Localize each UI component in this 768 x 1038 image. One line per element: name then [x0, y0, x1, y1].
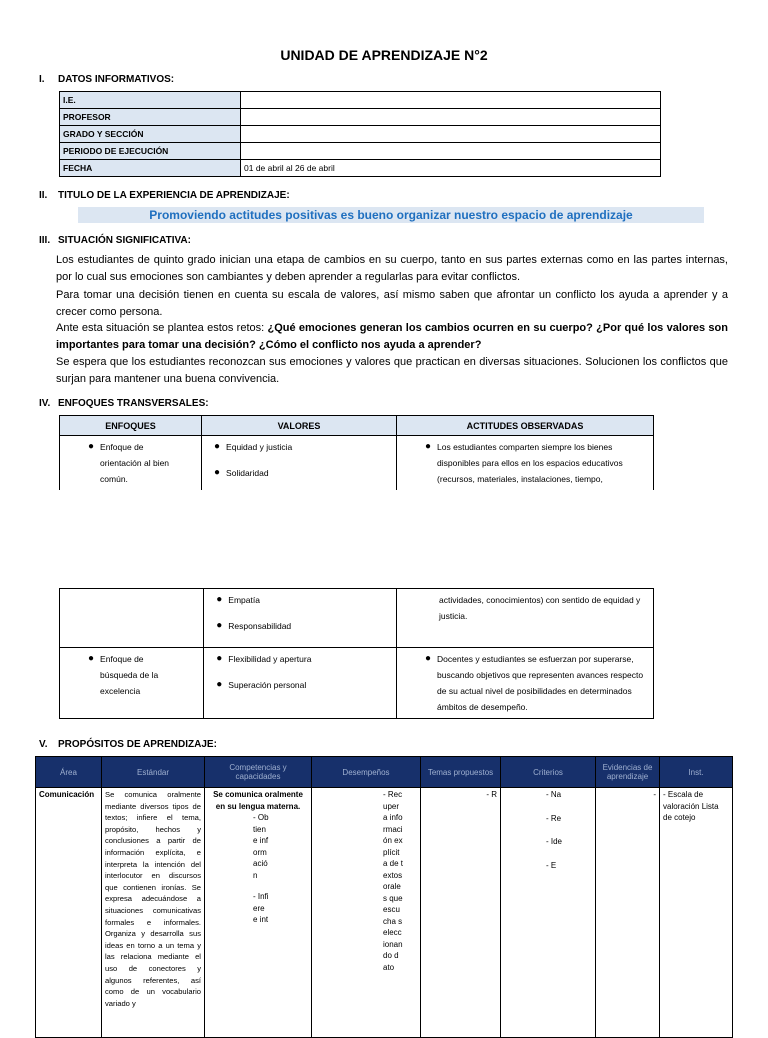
bullet-icon: ● — [214, 441, 221, 452]
situation-intro: Ante esta situación se plantea estos retos: — [56, 322, 268, 334]
section-number: I. — [39, 74, 45, 85]
bullet-icon: ● — [425, 653, 432, 664]
table-row — [60, 143, 661, 160]
criterio-text: - E — [546, 860, 557, 870]
enfoque-cell — [60, 648, 204, 719]
desempeno-cell — [312, 788, 421, 1038]
section-number: IV. — [39, 398, 51, 409]
inst-cell: - Escala de valoración Lista de cotejo — [660, 788, 733, 1038]
section-enfoques — [39, 398, 209, 409]
info-label: I.E. — [60, 92, 241, 109]
section-titulo — [39, 190, 290, 201]
enfoque-text: Enfoque de orientación al bien común. — [100, 442, 170, 484]
section-number: II. — [39, 190, 48, 201]
valor-text: Superación personal — [228, 680, 307, 690]
bullet-icon: ● — [216, 679, 223, 690]
table-row — [60, 589, 654, 648]
table-header-row — [60, 416, 654, 436]
table-row — [36, 788, 733, 1038]
column-header: ENFOQUES — [60, 416, 202, 436]
evidencias-cell: - — [596, 788, 660, 1038]
table-row — [60, 109, 661, 126]
table-row — [60, 436, 654, 491]
actitud-cell — [397, 589, 654, 648]
table-row — [60, 92, 661, 109]
column-header: ACTITUDES OBSERVADAS — [397, 416, 654, 436]
table-row — [60, 160, 661, 177]
experience-title-banner: Promoviendo actitudes positivas es bueno organizar nuestro espacio de aprendizaje — [78, 207, 704, 223]
column-header: Estándar — [102, 757, 205, 788]
info-label: GRADO Y SECCIÓN — [60, 126, 241, 143]
enfoque-text: Enfoque de búsqueda de la excelencia — [100, 654, 159, 696]
section-datos-informativos — [39, 74, 174, 85]
actitud-text: actividades, conocimientos) con sentido de equidad y justicia. — [439, 595, 641, 621]
info-value — [241, 92, 661, 109]
section-number: V. — [39, 739, 48, 750]
column-header: Criterios — [501, 757, 596, 788]
section-label: ENFOQUES TRANSVERSALES: — [58, 398, 209, 409]
estandar-cell: Se comunica oralmente mediante diversos tipos de textos; infiere el tema, propósito, hechos y conclusiones a partir de información explícita, e interpreta la intención del interlocutor en discursos que contienen ironías. Se expresa adecuándose a situaciones comunicativas formales e informales. Organiza y desarrolla sus ideas en torno a un tema y las relaciona mediante el uso de conectores y algunos referentes, así como de un vocabulario variado y — [102, 788, 205, 1038]
capacidad-text: - Obtiene información — [253, 813, 269, 880]
valores-cell — [204, 648, 397, 719]
column-header: Desempeños — [312, 757, 421, 788]
bullet-icon: ● — [216, 620, 223, 631]
enfoque-cell — [60, 589, 204, 648]
section-label: DATOS INFORMATIVOS: — [58, 74, 175, 85]
table-header-row — [36, 757, 733, 788]
valores-cell — [204, 589, 397, 648]
enfoques-table — [59, 415, 654, 490]
valor-text: Empatía — [228, 595, 260, 605]
info-value — [241, 143, 661, 160]
temas-cell: - R — [421, 788, 501, 1038]
page-title: UNIDAD DE APRENDIZAJE N°2 — [280, 47, 488, 63]
info-value — [241, 109, 661, 126]
competencia-text: Se comunica oralmente en su lengua materna. — [213, 790, 303, 811]
bullet-icon: ● — [88, 653, 95, 664]
column-header: Temas propuestos — [421, 757, 501, 788]
section-situacion — [39, 235, 191, 246]
situation-questions: ¿Qué emociones generan los cambios ocurren en su cuerpo? ¿Por qué los valores son importantes para tomar una decisión? ¿Cómo el conflicto nos ayuda a aprender? — [56, 322, 728, 351]
info-table — [59, 91, 661, 177]
info-label: FECHA — [60, 160, 241, 177]
situation-paragraph-4: Se espera que los estudiantes reconozcan sus emociones y valores que practican en diversas situaciones. Solucionen los conflictos que surjan para mantener una buena convivencia. — [56, 356, 728, 385]
valor-text: Solidaridad — [226, 468, 269, 478]
info-value: 01 de abril al 26 de abril — [241, 160, 661, 177]
section-label: SITUACIÓN SIGNIFICATIVA: — [58, 235, 191, 246]
valores-cell — [202, 436, 397, 491]
bullet-icon: ● — [214, 467, 221, 478]
actitud-text: Docentes y estudiantes se esfuerzan por superarse, buscando objetivos que representen avances respecto de su actual nivel de posibilidades en determinados ámbitos de desempeño. — [437, 654, 644, 712]
info-label: PROFESOR — [60, 109, 241, 126]
section-propositos — [39, 739, 217, 750]
desempeno-text: - Recupera información explícita de textos orales que escucha seleccionando dato — [383, 790, 404, 972]
bullet-icon: ● — [88, 441, 95, 452]
criterio-text: - Re — [546, 813, 562, 823]
table-row — [60, 126, 661, 143]
info-label: PERIODO DE EJECUCIÓN — [60, 143, 241, 160]
enfoque-cell — [60, 436, 202, 491]
bullet-icon: ● — [216, 653, 223, 664]
actitud-cell — [397, 436, 654, 491]
area-cell: Comunicación — [36, 788, 102, 1038]
propositos-table — [35, 756, 733, 1038]
column-header: Competencias y capacidades — [205, 757, 312, 788]
actitud-text: Los estudiantes comparten siempre los bienes disponibles para ellos en los espacios educativos (recursos, materiales, instalaciones, tiempo, — [437, 442, 623, 484]
column-header: Evidencias de aprendizaje — [596, 757, 660, 788]
actitud-cell — [397, 648, 654, 719]
valor-text: Flexibilidad y apertura — [228, 654, 312, 664]
valor-text: Equidad y justicia — [226, 442, 293, 452]
column-header: Inst. — [660, 757, 733, 788]
table-row — [60, 648, 654, 719]
enfoques-table-continued — [59, 588, 654, 719]
valor-text: Responsabilidad — [228, 621, 292, 631]
situation-paragraph-1: Los estudiantes de quinto grado inician una etapa de cambios en su cuerpo, tanto en sus partes externas como en las partes internas, por lo cual sus emociones son cambiantes y deben aprender a regularlas para evitar conflictos. — [56, 254, 728, 283]
section-number: III. — [39, 235, 51, 246]
capacidad-text: - Infiere e int — [253, 892, 269, 924]
criterio-text: - Ide — [546, 837, 563, 846]
column-header: VALORES — [202, 416, 397, 436]
section-label: PROPÓSITOS DE APRENDIZAJE: — [58, 739, 217, 750]
criterio-text: - Na — [546, 790, 562, 799]
criterios-cell — [501, 788, 596, 1038]
competencia-cell — [205, 788, 312, 1038]
section-label: TITULO DE LA EXPERIENCIA DE APRENDIZAJE: — [58, 190, 290, 201]
column-header: Área — [36, 757, 102, 788]
situation-paragraph-3 — [56, 320, 728, 353]
bullet-icon: ● — [425, 441, 432, 452]
info-value — [241, 126, 661, 143]
situation-paragraph-2: Para tomar una decisión tienen en cuenta su escala de valores, así mismo saben que afrontar un conflicto los ayuda a aprender y a crecer como persona. — [56, 289, 728, 318]
bullet-icon: ● — [216, 594, 223, 605]
